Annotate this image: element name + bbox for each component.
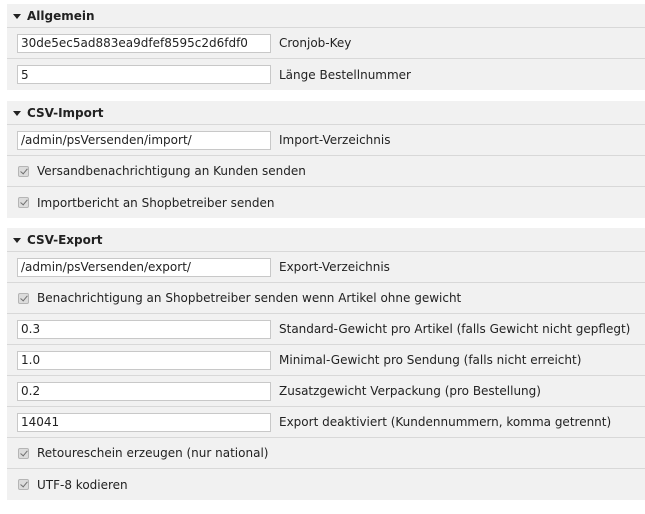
row-import-dir [7, 125, 645, 156]
import-report-checkbox[interactable] [18, 197, 29, 208]
caret-down-icon[interactable] [13, 14, 21, 19]
return-slip-checkbox[interactable] [18, 448, 29, 459]
minimal-weight-input[interactable] [17, 351, 271, 370]
order-number-length-input[interactable] [17, 65, 271, 84]
section-title: CSV-Import [27, 105, 104, 120]
section-title: CSV-Export [27, 232, 103, 247]
utf8-checkbox[interactable] [18, 479, 29, 490]
import-dir-label: Import-Verzeichnis [279, 133, 391, 147]
utf8-label[interactable]: UTF-8 kodieren [37, 477, 128, 492]
row-import-report [7, 187, 645, 218]
section-csv-import [7, 101, 645, 218]
row-return-slip [7, 438, 645, 469]
minimal-weight-label: Minimal-Gewicht pro Sendung (falls nicht erreicht) [279, 353, 582, 367]
row-order-number-length [7, 59, 645, 90]
row-notify-no-weight [7, 283, 645, 314]
import-report-label[interactable]: Importbericht an Shopbetreiber senden [37, 195, 275, 210]
caret-down-icon[interactable] [13, 111, 21, 116]
section-header-csv-export[interactable] [7, 228, 645, 252]
notify-customer-label[interactable]: Versandbenachrichtigung an Kunden senden [37, 164, 306, 178]
export-disabled-input[interactable] [17, 413, 271, 432]
standard-weight-label: Standard-Gewicht pro Artikel (falls Gewicht nicht gepflegt) [279, 322, 631, 336]
cronjob-key-input[interactable] [17, 34, 271, 53]
row-export-dir [7, 252, 645, 283]
import-dir-input[interactable] [17, 131, 271, 150]
standard-weight-input[interactable] [17, 320, 271, 339]
notify-no-weight-label[interactable]: Benachrichtigung an Shopbetreiber senden wenn Artikel ohne gewicht [37, 291, 462, 305]
section-allgemein [7, 4, 645, 90]
return-slip-label[interactable]: Retoureschein erzeugen (nur national) [37, 446, 269, 460]
export-dir-input[interactable] [17, 258, 271, 277]
cronjob-key-label: Cronjob-Key [279, 36, 352, 50]
notify-no-weight-checkbox[interactable] [18, 293, 29, 304]
row-export-disabled [7, 407, 645, 438]
order-number-length-label: Länge Bestellnummer [279, 67, 411, 82]
export-disabled-label: Export deaktiviert (Kundennummern, komma getrennt) [279, 415, 612, 429]
packaging-weight-input[interactable] [17, 382, 271, 401]
export-dir-label: Export-Verzeichnis [279, 260, 390, 274]
row-utf8 [7, 469, 645, 500]
section-csv-export [7, 228, 645, 500]
row-cronjob-key [7, 28, 645, 59]
packaging-weight-label: Zusatzgewicht Verpackung (pro Bestellung) [279, 384, 541, 398]
row-minimal-weight [7, 345, 645, 376]
row-notify-customer [7, 156, 645, 187]
section-header-csv-import[interactable] [7, 101, 645, 125]
row-packaging-weight [7, 376, 645, 407]
row-standard-weight [7, 314, 645, 345]
section-header-allgemein[interactable] [7, 4, 645, 28]
notify-customer-checkbox[interactable] [18, 166, 29, 177]
section-title: Allgemein [27, 8, 95, 23]
caret-down-icon[interactable] [13, 238, 21, 243]
